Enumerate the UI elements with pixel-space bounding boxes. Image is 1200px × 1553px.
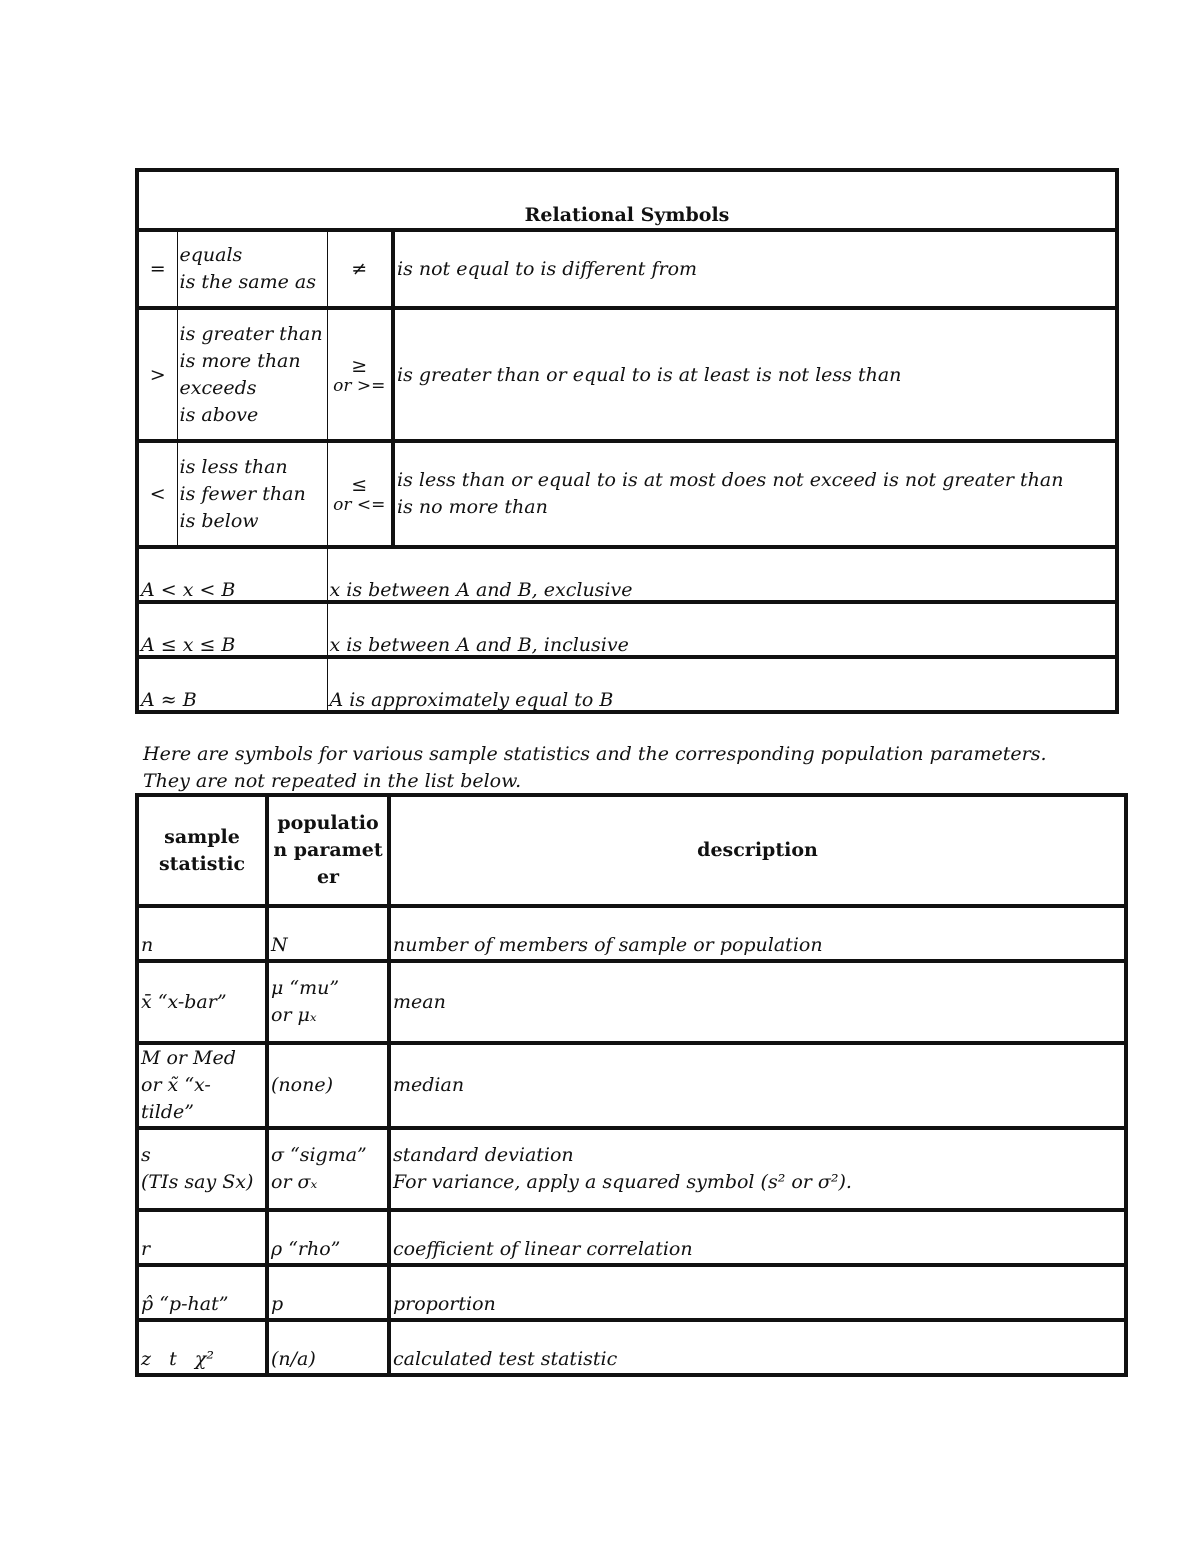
- column-header-population: population parameter: [267, 795, 389, 906]
- statistics-symbols-table: [135, 793, 1128, 1377]
- table-row: [137, 547, 1117, 602]
- sample-symbol: n: [137, 906, 267, 961]
- symbol-meaning: equals is the same as: [177, 230, 327, 308]
- symbol: >: [137, 308, 177, 441]
- table-row: [137, 1128, 1126, 1210]
- symbol-meaning: is less than or equal to is at most does not exceed is not greater than is no more than: [393, 441, 1117, 547]
- range-meaning: x is between A and B, inclusive: [327, 602, 1117, 657]
- table-row: [137, 1265, 1126, 1320]
- symbol-main: ≠: [351, 258, 368, 280]
- range-expression: A ≈ B: [137, 657, 327, 712]
- description: standard deviation For variance, apply a squared symbol (s² or σ²).: [389, 1128, 1126, 1210]
- table-row: [137, 906, 1126, 961]
- range-expression: A < x < B: [137, 547, 327, 602]
- population-symbol: p: [267, 1265, 389, 1320]
- column-header-sample: sample statistic: [137, 795, 267, 906]
- population-symbol: N: [267, 906, 389, 961]
- population-symbol: ρ “rho”: [267, 1210, 389, 1265]
- sample-symbol: z t χ²: [137, 1320, 267, 1375]
- table-row: [137, 230, 1117, 308]
- description: proportion: [389, 1265, 1126, 1320]
- sample-symbol: x̄ “x-bar”: [137, 961, 267, 1043]
- symbol-meaning: is less than is fewer than is below: [177, 441, 327, 547]
- table-row: [137, 1043, 1126, 1128]
- symbol-main: ≤: [351, 474, 368, 496]
- table-row: [137, 441, 1117, 547]
- column-header-description: description: [697, 839, 818, 861]
- symbol: [327, 441, 393, 547]
- description: coefficient of linear correlation: [389, 1210, 1126, 1265]
- table-row: [137, 308, 1117, 441]
- population-symbol: σ “sigma” or σₓ: [267, 1128, 389, 1210]
- table-row: [137, 961, 1126, 1043]
- header-row: [137, 795, 1126, 906]
- symbol-main: ≥: [351, 354, 368, 377]
- range-meaning: A is approximately equal to B: [327, 657, 1117, 712]
- sample-symbol: s (TIs say Sx): [137, 1128, 267, 1210]
- population-symbol: μ “mu” or μₓ: [267, 961, 389, 1043]
- relational-symbols-table: [135, 168, 1119, 714]
- symbol: [327, 230, 393, 308]
- table-row: [137, 657, 1117, 712]
- symbol: =: [137, 230, 177, 308]
- sample-symbol: M or Med or x̃ “x-tilde”: [137, 1043, 267, 1128]
- symbol-alt: or <=: [333, 495, 386, 515]
- table-row: [137, 602, 1117, 657]
- symbol-meaning: is not equal to is different from: [393, 230, 1117, 308]
- symbol-meaning: is greater than is more than exceeds is above: [177, 308, 327, 441]
- range-meaning: x is between A and B, exclusive: [327, 547, 1117, 602]
- range-expression: A ≤ x ≤ B: [137, 602, 327, 657]
- symbol: [327, 308, 393, 441]
- symbol: <: [137, 441, 177, 547]
- table-title: Relational Symbols: [524, 204, 730, 226]
- description: median: [389, 1043, 1126, 1128]
- table-row: [137, 1210, 1126, 1265]
- sample-symbol: r: [137, 1210, 267, 1265]
- population-symbol: (none): [267, 1043, 389, 1128]
- population-symbol: (n/a): [267, 1320, 389, 1375]
- description: mean: [389, 961, 1126, 1043]
- intro-text: Here are symbols for various sample statistics and the corresponding population parameters. They are not repeated in the list below.: [143, 743, 1047, 792]
- table-row: [137, 1320, 1126, 1375]
- sample-symbol: p̂ “p-hat”: [137, 1265, 267, 1320]
- symbol-alt: or >=: [333, 375, 386, 396]
- symbol-meaning: is greater than or equal to is at least is not less than: [393, 308, 1117, 441]
- description: number of members of sample or population: [389, 906, 1126, 961]
- description: calculated test statistic: [389, 1320, 1126, 1375]
